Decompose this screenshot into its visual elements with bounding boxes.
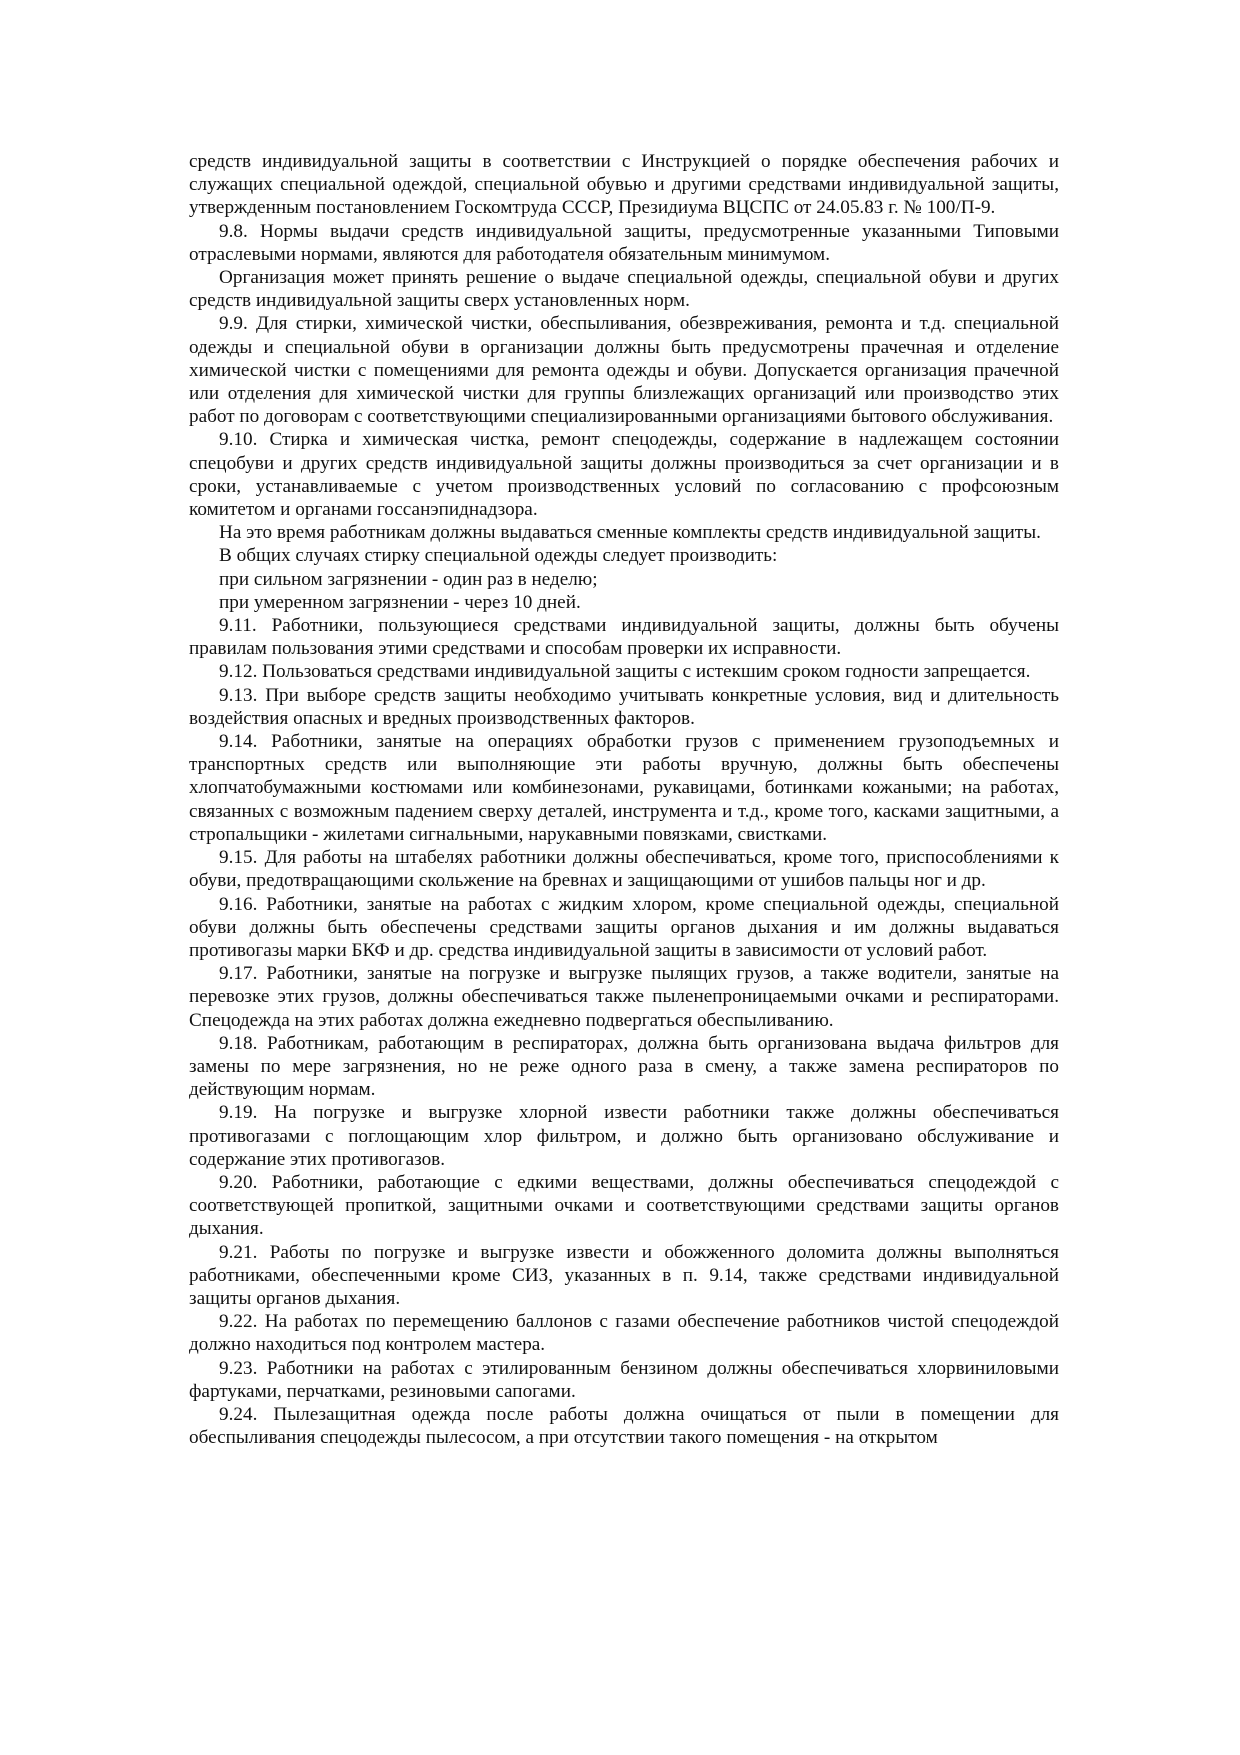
paragraph-continuation: средств индивидуальной защиты в соответствии с Инструкцией о порядке обеспечения рабочих и служащих специальной одеждой, специальной обувью и другими средствами индивидуальной защиты, утвержденным постановлением Госкомтруда СССР, Президиума ВЦСПС от 24.05.83 г. № 100/П-9.	[189, 151, 1059, 219]
paragraph-9-14: 9.14. Работники, занятые на операциях обработки грузов с применением грузоподъемных и транспортных средств или выполняющие эти работы вручную, должны быть обеспечены хлопчатобумажными костюмами или комбинезонами, рукавицами, ботинками кожаными; на работах, связанных с возможным падением сверху деталей, инструмента и т.д., кроме того, касками защитными, а стропальщики - жилетами сигнальными, нарукавными повязками, свистками.	[189, 731, 1059, 845]
paragraph-9-18: 9.18. Работникам, работающим в респираторах, должна быть организована выдача фильтров для замены по мере загрязнения, но не реже одного раза в смену, а также замена респираторов по действующим нормам.	[189, 1032, 1059, 1101]
paragraph-9-16: 9.16. Работники, занятые на работах с жидким хлором, кроме специальной одежды, специальной обуви должны быть обеспечены средствами защиты органов дыхания и им должны выдаваться противогазы марки БКФ и др. средства индивидуальной защиты в зависимости от условий работ.	[189, 893, 1059, 961]
paragraph-washing-general: В общих случаях стирку специальной одежды следует производить:	[219, 545, 778, 567]
paragraph-moderate-soiling: при умеренном загрязнении - через 10 дней.	[219, 591, 581, 613]
paragraph-9-8: 9.8. Нормы выдачи средств индивидуальной защиты, предусмотренные указанными Типовыми отраслевыми нормами, являются для работодателя обязательным минимумом.	[189, 220, 1059, 265]
paragraph-heavy-soiling: при сильном загрязнении - один раз в неделю;	[219, 568, 598, 590]
paragraph-9-10: 9.10. Стирка и химическая чистка, ремонт спецодежды, содержание в надлежащем состоянии спецобуви и других средств индивидуальной защиты должны производиться за счет организации и в сроки, устанавливаемые с учетом производственных условий по согласованию с профсоюзным комитетом и органами госсанэпиднадзора.	[189, 429, 1059, 521]
paragraph-9-15: 9.15. Для работы на штабелях работники должны обеспечиваться, кроме того, приспособлениями к обуви, предотвращающими скольжение на бревнах и защищающими от ушибов пальцы ног и др.	[189, 847, 1059, 892]
paragraph-9-24: 9.24. Пылезащитная одежда после работы должна очищаться от пыли в помещении для обеспыливания спецодежды пылесосом, а при отсутствии такого помещения - на открытом	[189, 1403, 1059, 1449]
paragraph-9-22: 9.22. На работах по перемещению баллонов с газами обеспечение работников чистой спецодеждой должно находиться под контролем мастера.	[189, 1311, 1059, 1356]
paragraph-9-11: 9.11. Работники, пользующиеся средствами индивидуальной защиты, должны быть обучены правилам пользования этими средствами и способам проверки их исправности.	[189, 615, 1059, 660]
paragraph-9-19: 9.19. На погрузке и выгрузке хлорной извести работники также должны обеспечиваться противогазами с поглощающим хлор фильтром, и должно быть организовано обслуживание и содержание этих противогазов.	[189, 1102, 1059, 1170]
paragraph-9-17: 9.17. Работники, занятые на погрузке и выгрузке пылящих грузов, а также водители, занятые на перевозке этих грузов, должны обеспечиваться также пыленепроницаемыми очками и респираторами. Спецодежда на этих работах должна ежедневно подвергаться обеспыливанию.	[189, 963, 1059, 1031]
paragraph-9-12: 9.12. Пользоваться средствами индивидуальной защиты с истекшим сроком годности запрещается.	[219, 661, 1031, 683]
paragraph-organization-decision: Организация может принять решение о выдаче специальной одежды, специальной обуви и других средств индивидуальной защиты сверх установленных норм.	[189, 267, 1059, 312]
paragraph-9-23: 9.23. Работники на работах с этилированным бензином должны обеспечиваться хлорвиниловыми фартуками, перчатками, резиновыми сапогами.	[189, 1357, 1059, 1402]
document-page	[189, 150, 1059, 1449]
paragraph-replacement-sets: На это время работникам должны выдаваться сменные комплекты средств индивидуальной защиты.	[219, 522, 1041, 544]
paragraph-9-20: 9.20. Работники, работающие с едкими веществами, должны обеспечиваться спецодеждой с соответствующей пропиткой, защитными очками и соответствующими средствами защиты органов дыхания.	[189, 1171, 1059, 1240]
paragraph-9-13: 9.13. При выборе средств защиты необходимо учитывать конкретные условия, вид и длительность воздействия опасных и вредных производственных факторов.	[189, 684, 1059, 729]
paragraph-9-21: 9.21. Работы по погрузке и выгрузке извести и обожженного доломита должны выполняться работниками, обеспеченными кроме СИЗ, указанных в п. 9.14, также средствами индивидуальной защиты органов дыхания.	[189, 1241, 1059, 1309]
paragraph-9-9: 9.9. Для стирки, химической чистки, обеспыливания, обезвреживания, ремонта и т.д. специальной одежды и специальной обуви в организации должны быть предусмотрены прачечная и отделение химической чистки с помещениями для ремонта одежды и обуви. Допускается организация прачечной или отделения для химической чистки для группы близлежащих организаций или производство этих работ по договорам с соответствующими специализированными организациями бытового обслуживания.	[189, 313, 1059, 428]
